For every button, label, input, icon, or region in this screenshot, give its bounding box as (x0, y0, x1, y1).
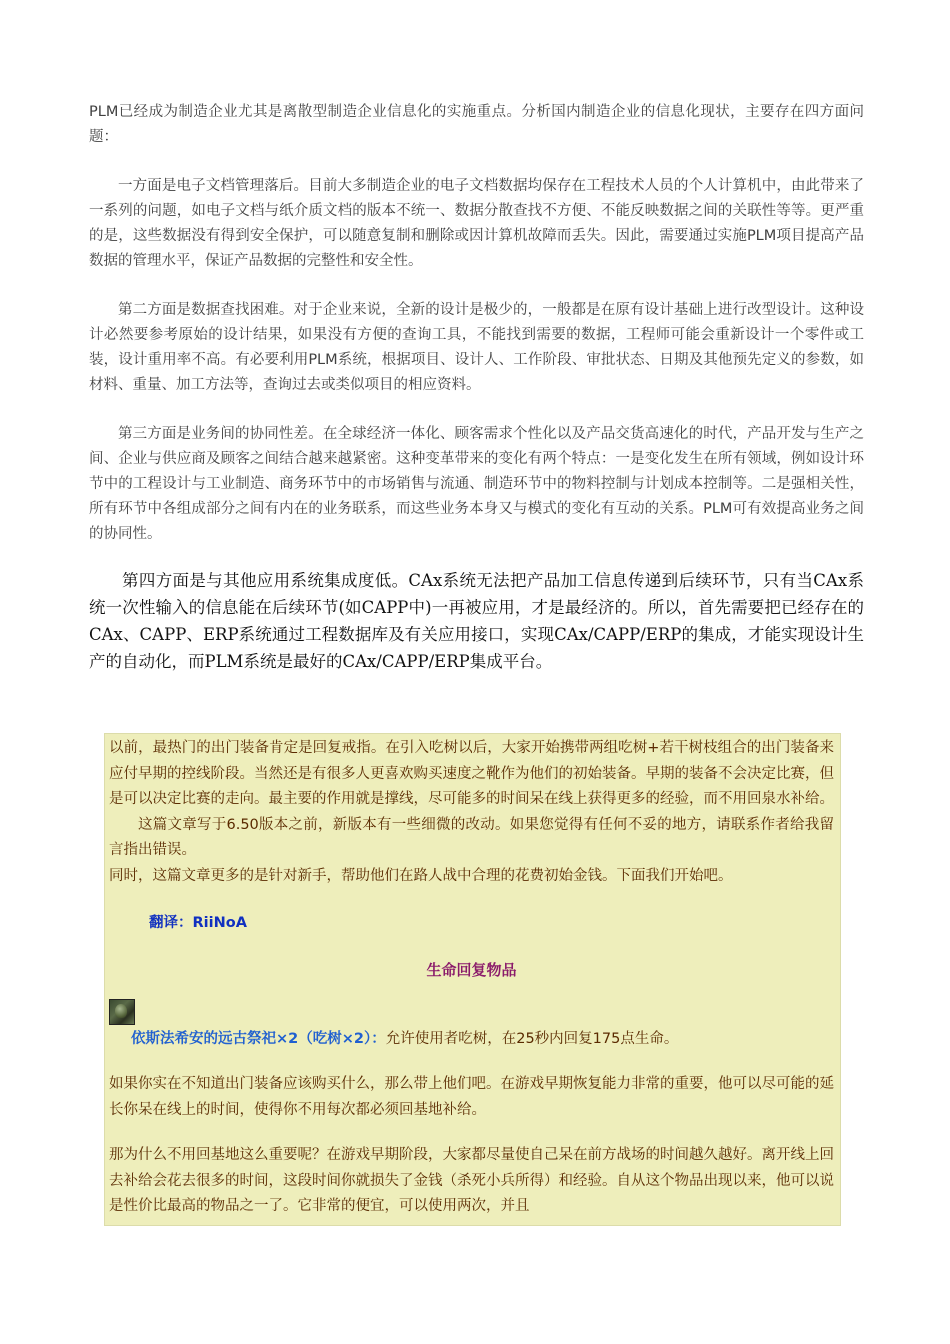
translator-credit: 翻译：RiiNoA (149, 915, 247, 931)
item-line (131, 1027, 834, 1052)
paragraph-third-aspect: 第三方面是业务间的协同性差。在全球经济一体化、顾客需求个性化以及产品交货高速化的时代，产品开发与生产之间、企业与供应商及顾客之间结合越来越紧密。这种变革带来的变化有两个特点：一是变化发生在所有领域，例如设计环节中的工程设计与工业制造、商务环节中的市场销售与流通、制造环节中的物料控制与计划成本控制等。二是强相关性，所有环节中各组成部分之间有内在的业务联系，而这些业务本身又与模式的变化有互动的关系。PLM可有效提高业务之间的协同性。 (89, 426, 864, 542)
paragraph-first-aspect: 一方面是电子文档管理落后。目前大多制造企业的电子文档数据均保存在工程技术人员的个人计算机中，由此带来了一系列的问题，如电子文档与纸介质文档的版本不统一、数据分散查找不方便、不能反映数据之间的关联性等等。更严重的是，这些数据没有得到安全保护，可以随意复制和删除或因计算机故障而丢失。因此，需要通过实施PLM项目提高产品数据的管理水平，保证产品数据的完整性和安全性。 (89, 178, 864, 269)
guide-intro-paragraph: 以前，最热门的出门装备肯定是回复戒指。在引入吃树以后，大家开始携带两组吃树+若干树枝组合的出门装备来应付早期的控线阶段。当然还是有很多人更喜欢购买速度之靴作为他们的初始装备。早期的装备不会决定比赛，但是可以决定比赛的走向。最主要的作用就是撑线，尽可能多的时间呆在线上获得更多的经验，而不用回泉水补给。 (109, 740, 834, 807)
item-entry (109, 999, 834, 1052)
guide-advice-paragraph: 如果你实在不知道出门装备应该购买什么，那么带上他们吧。在游戏早期恢复能力非常的重要，他可以尽可能的延长你呆在线上的时间，使得你不用每次都必须回基地补给。 (109, 1076, 834, 1118)
guide-why-paragraph: 那为什么不用回基地这么重要呢？在游戏早期阶段，大家都尽量使自己呆在前方战场的时间越久越好。离开线上回去补给会花去很多的时间，这段时间你就损失了金钱（杀死小兵所得）和经验。自从这个物品出现以来，他可以说是性价比最高的物品之一了。它非常的便宜，可以使用两次，并且 (109, 1147, 834, 1214)
article-body (89, 100, 864, 675)
intro-paragraph: PLM已经成为制造企业尤其是离散型制造企业信息化的实施重点。分析国内制造企业的信息化现状，主要存在四方面问题： (89, 104, 864, 145)
section-title: 生命回复物品 (426, 961, 517, 979)
item-description: 允许使用者吃树，在25秒内回复175点生命。 (385, 1031, 679, 1047)
tango-item-icon (109, 999, 135, 1025)
guide-version-note: 这篇文章写于6.50版本之前，新版本有一些细微的改动。如果您觉得有任何不妥的地方，请联系作者给我留言指出错误。 (109, 816, 834, 858)
item-name: 依斯法希安的远古祭祀×2（吃树×2）： (131, 1031, 386, 1047)
game-guide-box (104, 733, 841, 1226)
paragraph-fourth-aspect: 第四方面是与其他应用系统集成度低。CAx系统无法把产品加工信息传递到后续环节，只有当CAx系统一次性输入的信息能在后续环节(如CAPP中)一再被应用，才是最经济的。所以，首先需要把已经存在的CAx、CAPP、ERP系统通过工程数据库及有关应用接口，实现CAx/CAPP/ERP的集成，才能实现设计生产的自动化，而PLM系统是最好的CAx/CAPP/ERP集成平台。 (89, 571, 864, 671)
paragraph-second-aspect: 第二方面是数据查找困难。对于企业来说，全新的设计是极少的，一般都是在原有设计基础上进行改型设计。这种设计必然要参考原始的设计结果，如果没有方便的查询工具，不能找到需要的数据，工程师可能会重新设计一个零件或工装，设计重用率不高。有必要利用PLM系统，根据项目、设计人、工作阶段、审批状态、日期及其他预先定义的参数，如材料、重量、加工方法等，查询过去或类似项目的相应资料。 (89, 302, 864, 393)
guide-audience-note: 同时，这篇文章更多的是针对新手，帮助他们在路人战中合理的花费初始金钱。下面我们开始吧。 (109, 867, 733, 884)
